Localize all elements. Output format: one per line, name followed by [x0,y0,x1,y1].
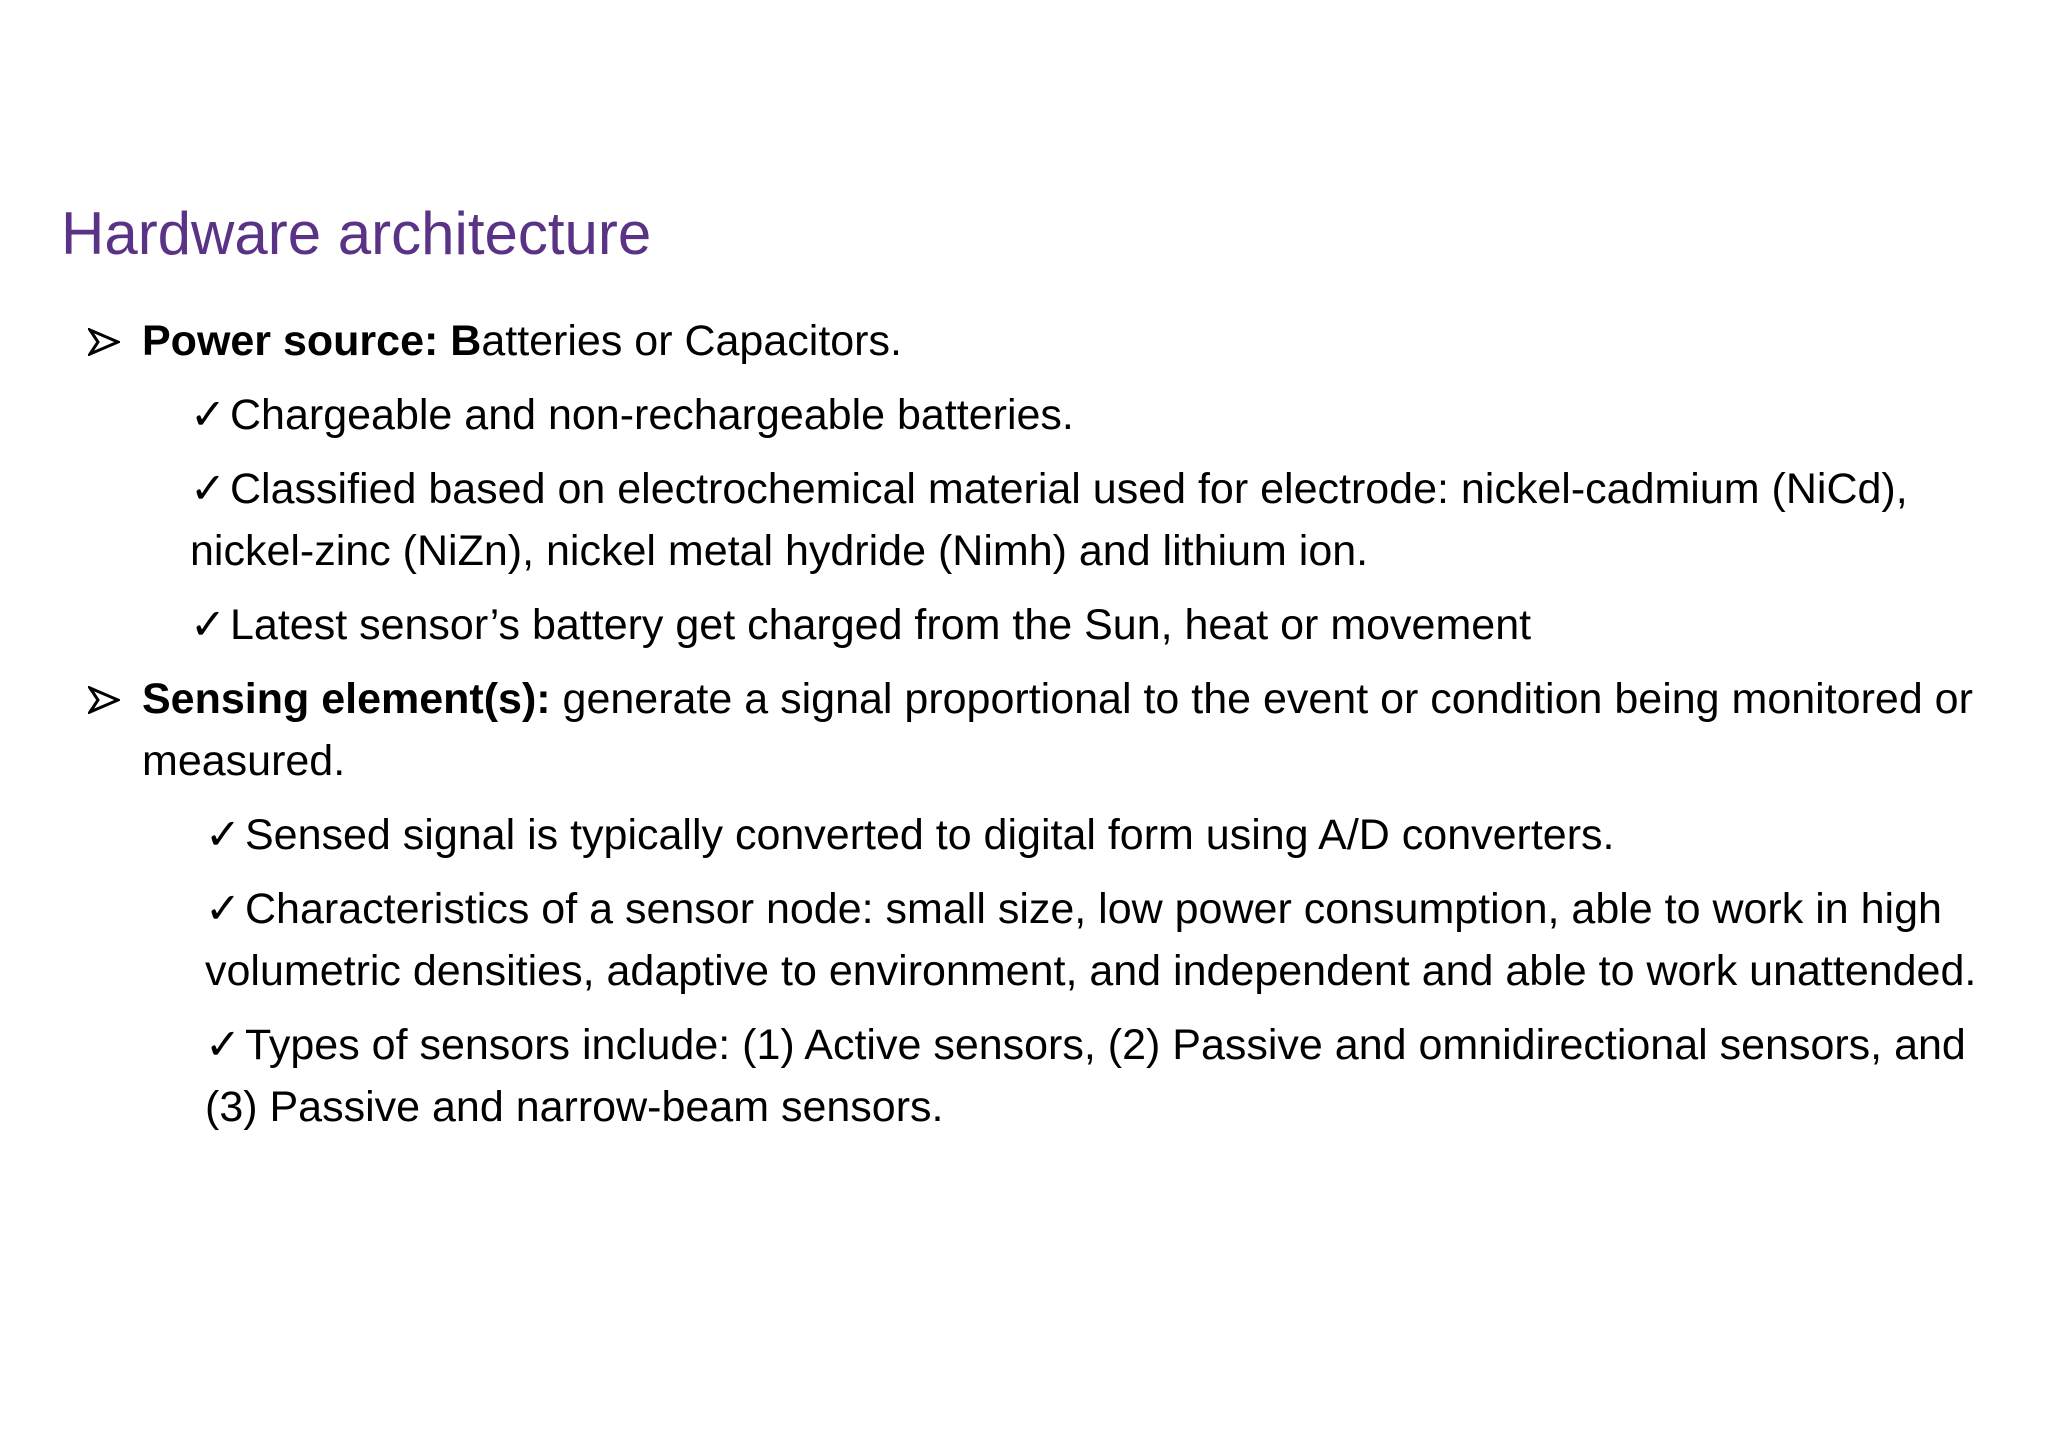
checkmark-bullet-icon: ✓ [190,601,227,649]
subitem [0,878,2005,1002]
bullet-sensing-elements [0,668,1982,792]
subitem [0,384,1970,446]
checkmark-bullet-icon: ✓ [205,885,242,933]
bullet-text: atteries or Capacitors. [481,317,902,365]
subitem-text: Latest sensor’s battery get charged from the Sun, heat or movement [230,601,1532,649]
arrowhead-bullet-icon [88,686,120,714]
arrowhead-bullet-icon [88,328,120,356]
subitem-text: Sensed signal is typically converted to digital form using A/D converters. [245,811,1615,859]
bullet-label: Sensing element(s): [142,675,551,723]
subitem-text: Chargeable and non-rechargeable batteries. [230,391,1074,439]
bullet-text: generate a signal proportional to the event or condition being monitored or measured. [142,675,1973,785]
subitem-text: Types of sensors include: (1) Active sensors, (2) Passive and omnidirectional sensors, and (3) Passive and narrow-beam sensors. [205,1021,1966,1131]
checkmark-bullet-icon: ✓ [190,465,227,513]
subitem [0,804,2005,866]
subitem [0,1014,2005,1138]
bullet-label: Power source: B [142,317,482,365]
checkmark-bullet-icon: ✓ [205,1021,242,1069]
slide-title: Hardware architecture [61,200,652,267]
checkmark-bullet-icon: ✓ [205,811,242,859]
subitem-text: Characteristics of a sensor node: small size, low power consumption, able to work in high volumetric densities, adaptive to environment, and independent and able to work unattended. [205,885,1977,995]
slide-content [0,310,2048,1138]
subitem [0,458,1970,582]
subitem [0,594,1970,656]
subitem-text: Classified based on electrochemical material used for electrode: nickel-cadmium (NiCd), nickel-zinc (NiZn), nickel metal hydride (Nimh) and lithium ion. [190,465,1908,575]
checkmark-bullet-icon: ✓ [190,391,227,439]
bullet-power-source [0,310,1982,372]
